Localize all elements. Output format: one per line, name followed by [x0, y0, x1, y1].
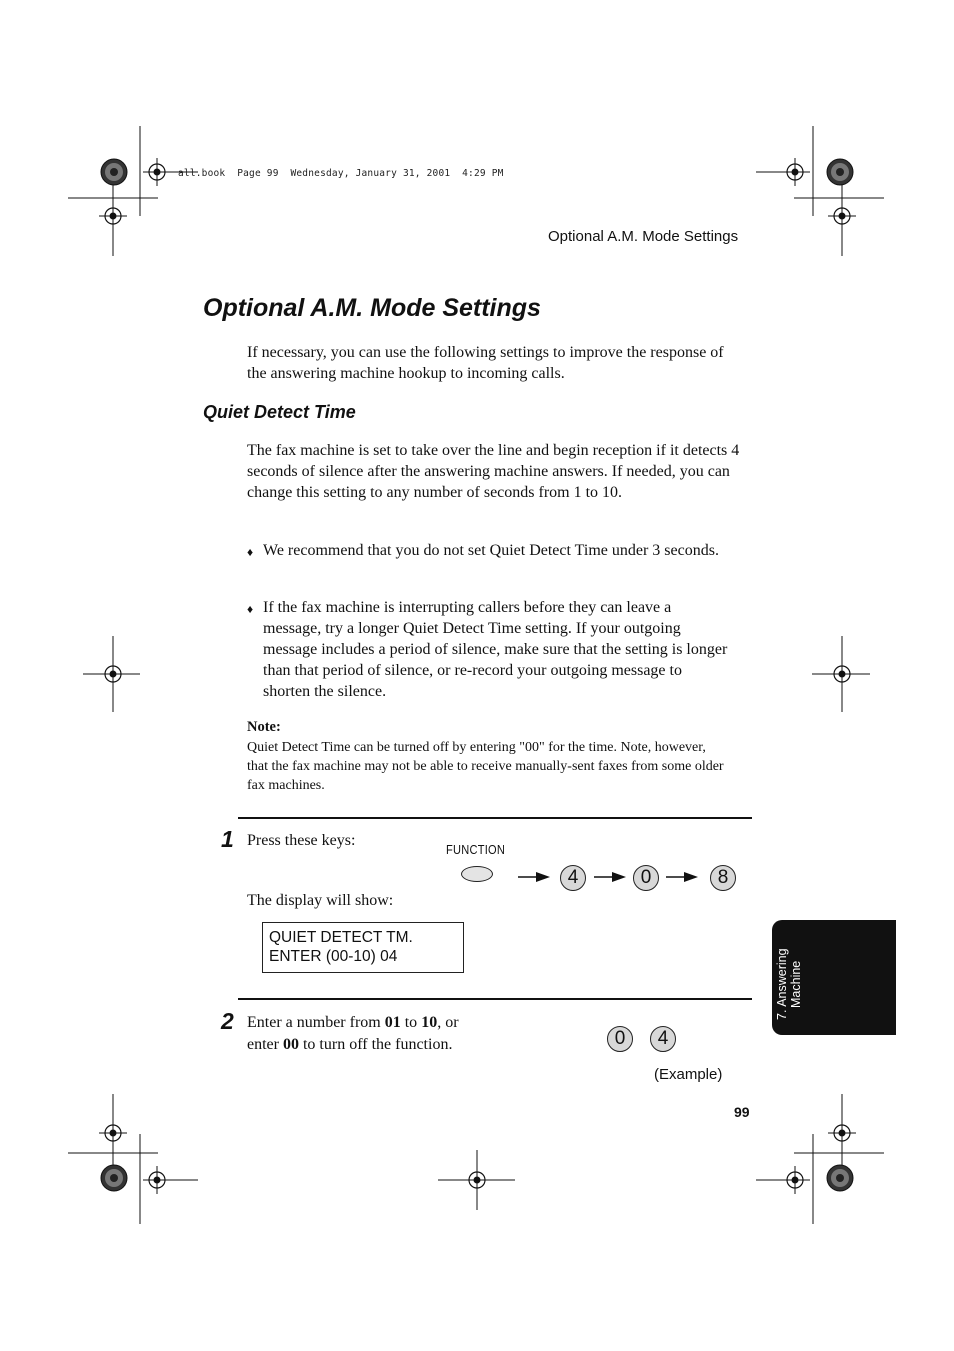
arrow-icon	[592, 871, 628, 883]
display-label: The display will show:	[247, 892, 394, 909]
instruction-line: Enter a number from 01 to 10, or	[247, 1014, 459, 1031]
function-key	[461, 866, 493, 882]
instruction-line: enter 00 to turn off the function.	[247, 1036, 453, 1053]
arrow-icon	[516, 871, 552, 883]
section-paragraph: The fax machine is set to take over the line and begin reception if it detects 4 seconds of silence after the answering machine answers. If needed, you can change this setting to any number of seconds from 1 to 10.	[247, 442, 740, 501]
step-divider	[238, 817, 752, 819]
step-divider	[238, 998, 752, 1000]
key-8: 8	[710, 865, 736, 891]
function-key-label: FUNCTION	[446, 842, 506, 857]
step-instruction: Press these keys:	[247, 832, 356, 849]
step-number: 2	[221, 1008, 234, 1034]
chapter-tab-label: 7. Answering Machine	[775, 948, 803, 1020]
arrow-icon	[664, 871, 700, 883]
print-slug: all.book Page 99 Wednesday, January 31, 2001 4:29 PM	[178, 168, 504, 179]
lcd-display	[262, 922, 464, 973]
note-text: Quiet Detect Time can be turned off by entering "00" for the time. Note, however, that the fax machine may not be able to receive manually-sent faxes from some older fax machines.	[247, 740, 724, 793]
key-4: 4	[650, 1026, 676, 1052]
section-heading: Quiet Detect Time	[203, 402, 356, 422]
key-0: 0	[633, 865, 659, 891]
page-title: Optional A.M. Mode Settings	[203, 294, 541, 322]
bullet-marker: ♦	[247, 545, 254, 559]
intro-paragraph: If necessary, you can use the following settings to improve the response of the answering machine hookup to incoming calls.	[247, 344, 724, 382]
running-head: Optional A.M. Mode Settings	[548, 228, 739, 245]
note-title: Note:	[247, 719, 281, 735]
bullet-item: If the fax machine is interrupting callers before they can leave a message, try a longer Quiet Detect Time setting. If your outgoing message includes a period of silence, make sure that the setting is longer than that period of silence, or re-record your outgoing message to shorten the silence.	[263, 599, 728, 700]
bullet-item: We recommend that you do not set Quiet Detect Time under 3 seconds.	[263, 542, 719, 559]
lcd-line: ENTER (00-10) 04	[269, 948, 398, 965]
example-caption: (Example)	[654, 1066, 723, 1083]
lcd-line: QUIET DETECT TM.	[269, 929, 413, 946]
bullet-marker: ♦	[247, 602, 254, 616]
step-instruction	[247, 1012, 497, 1056]
page-number: 99	[734, 1104, 750, 1120]
key-0: 0	[607, 1026, 633, 1052]
key-4: 4	[560, 865, 586, 891]
step-number: 1	[221, 826, 234, 852]
